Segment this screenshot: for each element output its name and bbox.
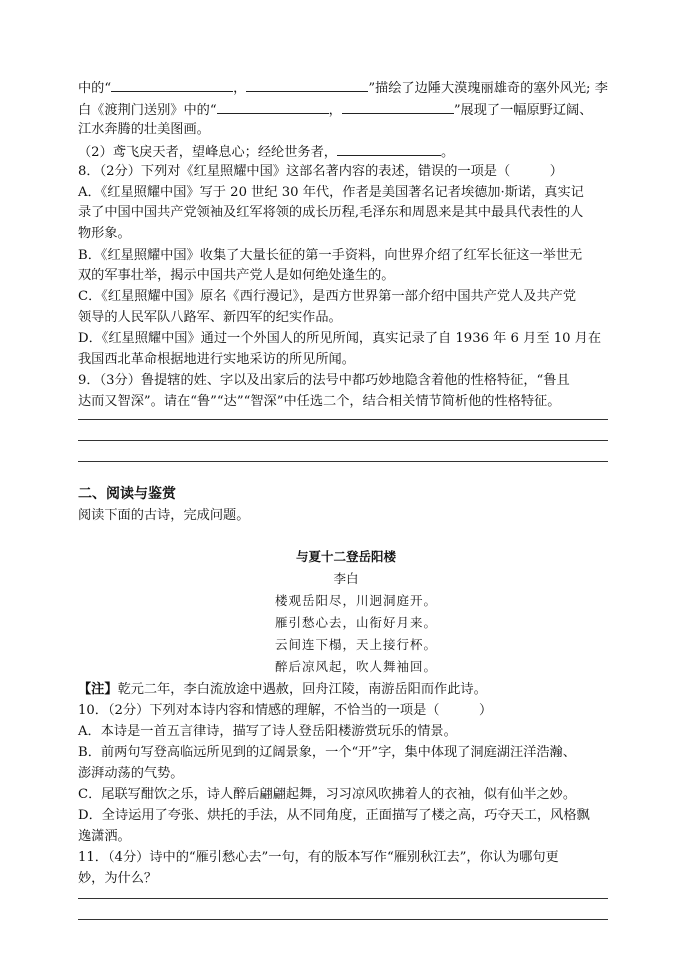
poem-line: 雁引愁心去，山衔好月来。: [274, 615, 437, 630]
q10-stem: 10．（2分）下列对本诗内容和情感的理解，不恰当的一项是（ ）: [78, 703, 493, 718]
q8-stem: 8．（2分）下列对《红星照耀中国》这部名著内容的表述，错误的一项是（ ）: [78, 164, 563, 179]
q10-option-d: D．全诗运用了夸张、烘托的手法，从不同角度，正面描写了楼之高，巧夺天工，风格飘: [78, 808, 590, 823]
fill-line-1: 中的“ ， ”描绘了边陲大漠瑰丽雄奇的塞外风光; 李: [78, 77, 608, 99]
section-intro: 阅读下面的古诗，完成问题。: [78, 508, 250, 523]
answer-blank[interactable]: [246, 77, 368, 92]
q10-option-a: A．本诗是一首五言律诗，描写了诗人登岳阳楼游赏玩乐的情景。: [78, 724, 457, 739]
poem-title: 与夏十二登岳阳楼: [295, 549, 396, 564]
answer-line[interactable]: [78, 919, 608, 920]
q9-stem: 9．（3分）鲁提辖的姓、字以及出家后的法号中都巧妙地隐含着他的性格特征，“鲁且: [78, 373, 570, 388]
q10-option-c: C．尾联写酣饮之乐，诗人醉后翩翩起舞，习习凉风吹拂着人的衣袖，似有仙半之妙。: [78, 787, 577, 802]
q11-stem-cont: 妙，为什么？: [78, 871, 158, 886]
q8-option-b-cont: 双的军事壮举，揭示中国共产党人是如何绝处逢生的。: [78, 268, 395, 283]
answer-line[interactable]: [78, 461, 608, 462]
answer-blank[interactable]: [342, 99, 454, 114]
note-tag: 【注】: [78, 682, 118, 697]
q10-option-d-cont: 逸潇洒。: [78, 829, 131, 844]
answer-blank[interactable]: [337, 141, 441, 156]
answer-line[interactable]: [78, 440, 608, 441]
q10-option-b-cont: 澎湃动荡的气势。: [78, 766, 184, 781]
q8-option-c: C．《红星照耀中国》原名《西行漫记》，是西方世界第一部介绍中国共产党人及共产党: [78, 289, 577, 304]
fill-line-2: 白《渡荆门送别》中的“ ， ”展现了一幅原野辽阔、: [78, 99, 592, 121]
poem-note: 【注】乾元二年，李白流放途中遇赦，回舟江陵，南游岳阳而作此诗。: [78, 682, 487, 697]
answer-line[interactable]: [78, 898, 608, 899]
q8-option-a-cont: 录了中国中国共产党领袖及红军将领的成长历程,毛泽东和周恩来是其中最具代表性的人: [78, 205, 584, 220]
q8-option-c-cont: 领导的人民军队八路军、新四军的纪实作品。: [78, 310, 342, 325]
fill-line-3: 江水奔腾的壮美图画。: [78, 122, 210, 137]
q8-option-a-cont: 物形象。: [78, 226, 131, 241]
poem-line: 醉后凉风起，吹人舞袖回。: [274, 659, 437, 674]
q11-stem: 11．（4分）诗中的“雁引愁心去”一句，有的版本写作“雁别秋江去”，你认为哪句更: [78, 850, 559, 865]
answer-line[interactable]: [78, 419, 608, 420]
section-title: 二、阅读与鉴赏: [78, 486, 176, 502]
q8-option-a: A．《红星照耀中国》写于 20 世纪 30 年代，作者是美国著名记者埃德加·斯诺，真实记: [78, 185, 584, 200]
fill-line-4: （2）鸢飞戾天者，望峰息心；经纶世务者， 。: [78, 141, 454, 163]
answer-blank[interactable]: [217, 99, 329, 114]
answer-blank[interactable]: [111, 77, 233, 92]
q9-stem-cont: 达而又智深”。请在“鲁”“达”“智深”中任选二个，结合相关情节简析他的性格特征。: [78, 394, 561, 409]
q10-option-b: B．前两句写登高临远所见到的辽阔景象，一个“开”字，集中体现了洞庭湖汪洋浩瀚、: [78, 745, 576, 760]
q8-option-d-cont: 我国西北革命根据地进行实地采访的所见所闻。: [78, 352, 355, 367]
q8-option-d: D．《红星照耀中国》通过一个外国人的所见所闻，真实记录了自 1936 年 6 月至 10 月在: [78, 331, 602, 346]
poem-line: 楼观岳阳尽，川迥洞庭开。: [274, 593, 437, 608]
q8-option-b: B．《红星照耀中国》收集了大量长征的第一手资料，向世界介绍了红军长征这一举世无: [78, 248, 583, 263]
poem-author: 李白: [333, 571, 359, 586]
poem-line: 云间连下榻，天上接行杯。: [274, 637, 437, 652]
